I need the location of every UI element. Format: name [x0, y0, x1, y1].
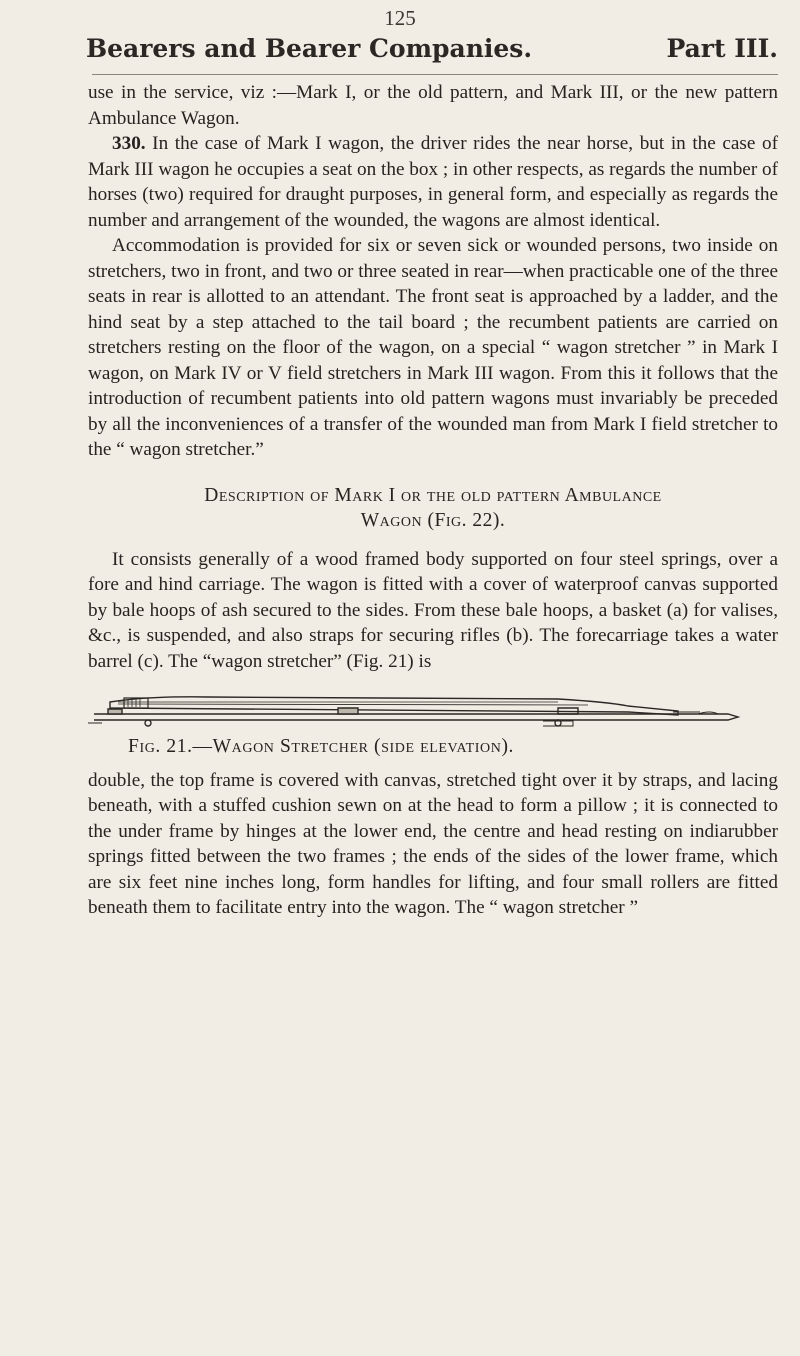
header-rule [92, 74, 778, 75]
paragraph-text: In the case of Mark I wagon, the driver rides the near horse, but in the case of Mark III wagon he occupies a seat on the box ; in other respects, as regards the number of horses (two) required for draught purposes, in general form, and especially as regards the number and arrangement of the wounded, the wagons are almost identical. [88, 133, 778, 231]
paragraph-number: 330. [112, 133, 146, 154]
paragraph-330 [88, 131, 778, 233]
paragraph-text: double, the top frame is covered with canvas, stretched tight over it by straps, and lacing beneath, with a stuffed cushion sewn on at the head to form a pillow ; it is connected to the under frame by hinges at the lower end, the centre and head resting on indiarubber springs fitted between the two frames ; the ends of the sides of the lower frame, which are six feet nine inches long, form handles for lifting, and four small rollers are fitted beneath them to facilitate entry into the wagon. The “ wagon stretcher ” [88, 769, 778, 918]
paragraph-text: Accommodation is provided for six or seven sick or wounded persons, two inside on stretchers, two in front, and two or three seated in rear—when practicable one of the three seats in rear is allotted to an attendant. The front seat is approached by a ladder, and the hind seat by a step attached to the tail board ; the recumbent patients are carried on stretchers resting on the floor of the wagon, on a special “ wagon stretcher ” in Mark I wagon, on Mark IV or V field stretchers in Mark III wagon. From this it follows that the introduction of recumbent patients into old pattern wagons must invariably be preceded by all the inconveniences of a transfer of the wounded man from Mark I field stretcher to the “ wagon stretcher.” [88, 235, 778, 460]
paragraph-text: It consists generally of a wood framed body supported on four steel springs, over a fore and hind carriage. The wagon is fitted with a cover of waterproof canvas supported by bale hoops of ash secured to the sides. From these bale hoops, a basket (a) for valises, &c., is suspended, and also straps for securing rifles (b). The forecarriage takes a water barrel (c). The “wagon stretcher” (Fig. 21) is [88, 548, 778, 672]
running-head-title: Bearers and Bearer Companies. [86, 34, 533, 63]
wagon-stretcher-icon [88, 690, 778, 730]
page-body [88, 80, 778, 921]
paragraph-stretcher-description [88, 768, 778, 921]
section-heading-line-1: Description of Mark I or the old pattern Ambulance [204, 484, 662, 506]
section-heading [88, 483, 778, 533]
figure-caption: Fig. 21.—Wagon Stretcher (side elevation). [128, 736, 515, 757]
paragraph-description [88, 547, 778, 675]
running-head [86, 34, 778, 63]
paragraph-accommodation [88, 233, 778, 463]
figure-21 [88, 690, 778, 730]
paragraph-continued [88, 80, 778, 131]
running-head-part: Part III. [666, 34, 778, 63]
paragraph-text: use in the service, viz :—Mark I, or the old pattern, and Mark III, or the new pattern Ambulance Wagon. [88, 82, 778, 129]
page-number: 125 [384, 6, 416, 30]
section-heading-line-2: Wagon (Fig. 22). [360, 509, 506, 531]
